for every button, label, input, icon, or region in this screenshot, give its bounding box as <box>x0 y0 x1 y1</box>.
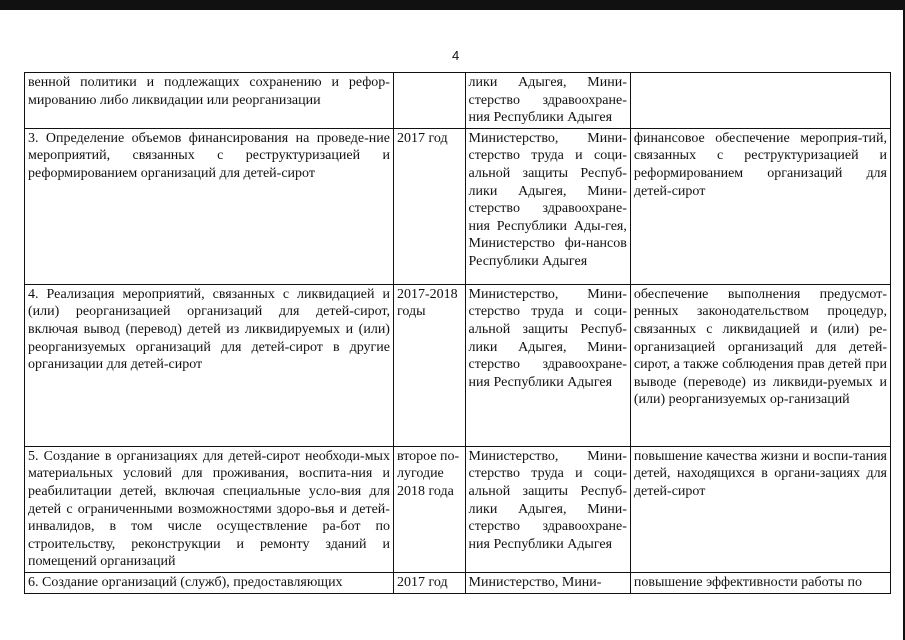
table-row <box>25 128 891 284</box>
result-cell <box>630 73 890 129</box>
page-top-border <box>0 0 905 10</box>
responsible-cell: лики Адыгея, Мини-стерство здравоохране-ния Республики Адыгея <box>465 73 630 129</box>
term-cell: 2017-2018 годы <box>393 284 465 446</box>
responsible-cell: Министерство, Мини-стерство труда и соци-альной защиты Респуб-лики Адыгея, Мини-стерство здравоохране-ния Республики Адыгея <box>465 284 630 446</box>
work-cell: 3. Определение объемов финансирования на проведе-ние мероприятий, связанных с реструктуризацией и реформированием организаций для детей-сирот <box>25 128 394 284</box>
term-cell: второе по-лугодие 2018 года <box>393 446 465 572</box>
table-row <box>25 73 891 129</box>
responsible-cell: Министерство, Мини-стерство труда и соци-альной защиты Респуб-лики Адыгея, Мини-стерство здравоохране-ния Республики Ады-гея, Министерство фи-нансов Республики Адыгея <box>465 128 630 284</box>
work-cell: 4. Реализация мероприятий, связанных с ликвидацией и (или) реорганизацией организаций для детей-сирот, включая вывод (перевод) детей из ликвидируемых и (или) реорганизуемых организаций для детей-сирот в другие организации для детей-сирот <box>25 284 394 446</box>
responsible-cell: Министерство, Мини- <box>465 572 630 593</box>
table-row <box>25 446 891 572</box>
term-cell: 2017 год <box>393 128 465 284</box>
work-cell: 5. Создание в организациях для детей-сирот необходи-мых материальных условий для проживания, воспита-ния и реабилитации детей, включая специальные усло-вия для детей с ограниченными возможностями здоро-вья и детей-инвалидов, в том числе осуществление ра-бот по строительству, реконструкции и ремонту зданий и помещений организаций <box>25 446 394 572</box>
result-cell: финансовое обеспечение мероприя-тий, связанных с реструктуризацией и реформированием организаций для детей-сирот <box>630 128 890 284</box>
work-cell: венной политики и подлежащих сохранению и рефор-мированию либо ликвидации или реорганизации <box>25 73 394 129</box>
term-cell: 2017 год <box>393 572 465 593</box>
result-cell: повышение качества жизни и воспи-тания детей, находящихся в органи-зациях для детей-сирот <box>630 446 890 572</box>
work-cell: 6. Создание организаций (служб), предоставляющих <box>25 572 394 593</box>
result-cell: обеспечение выполнения предусмот-ренных законодательством процедур, связанных с ликвидацией и (или) ре-организацией организаций для детей-сирот, а также соблюдения прав детей при выводе (переводе) из ликвиди-руемых и (или) реорганизуемых ор-ганизаций <box>630 284 890 446</box>
page-number: 4 <box>452 48 460 63</box>
table-row <box>25 572 891 593</box>
result-cell: повышение эффективности работы по <box>630 572 890 593</box>
table-row <box>25 284 891 446</box>
activities-table <box>24 72 891 594</box>
responsible-cell: Министерство, Мини-стерство труда и соци-альной защиты Респуб-лики Адыгея, Мини-стерство здравоохране-ния Республики Адыгея <box>465 446 630 572</box>
term-cell <box>393 73 465 129</box>
